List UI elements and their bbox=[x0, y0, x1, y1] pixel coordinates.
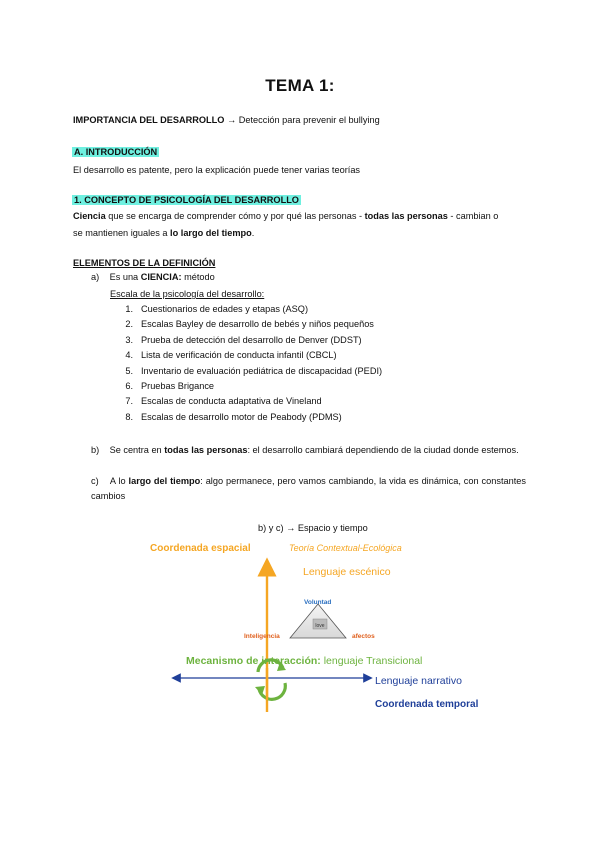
lenguaje-transicional: lenguaje Transicional bbox=[320, 655, 423, 667]
scale-item-text: Escalas de desarrollo motor de Peabody (PDMS) bbox=[141, 411, 342, 422]
lenguaje-escenico: Lenguaje escénico bbox=[303, 566, 391, 578]
scale-item-number: 3. bbox=[125, 334, 133, 345]
lenguaje-narrativo: Lenguaje narrativo bbox=[375, 675, 462, 687]
diagram-caption: b) y c) → Espacio y tiempo bbox=[258, 523, 368, 533]
scale-item-text: Inventario de evaluación pediátrica de discapacidad (PEDI) bbox=[141, 365, 383, 376]
item-b-todas: todas las personas bbox=[164, 445, 248, 455]
scale-item-text: Escalas de conducta adaptativa de Vineland bbox=[141, 396, 322, 407]
concepto-text-b: - cambian o bbox=[447, 211, 499, 221]
concepto-line2-c: . bbox=[251, 228, 255, 238]
item-b-letter: b) bbox=[91, 445, 100, 455]
scale-item-text: Escalas Bayley de desarrollo de bebés y niños pequeños bbox=[141, 319, 374, 330]
item-b-text3: : el desarrollo cambiará dependiendo de la ciudad donde estemos. bbox=[247, 445, 519, 455]
mecanismo-label: Mecanismo de interacción: bbox=[186, 655, 321, 667]
scale-item-number: 2. bbox=[125, 319, 133, 330]
item-c-text3: : algo permanece, pero vamos cambiando, la vida es dinámica, con constantes cambios bbox=[91, 476, 526, 501]
item-c-text1: A lo bbox=[109, 476, 129, 486]
concepto-line2-a: se mantienen iguales a bbox=[73, 228, 171, 238]
item-a-text3: método bbox=[181, 272, 215, 282]
scale-item-number: 7. bbox=[125, 396, 133, 407]
scale-item-number: 4. bbox=[125, 350, 133, 361]
love-label: love bbox=[315, 623, 325, 629]
teoria-label: Teoría Contextual-Ecológica bbox=[289, 543, 402, 553]
page-title: TEMA 1: bbox=[265, 76, 335, 95]
importancia-arrow: → bbox=[226, 115, 237, 125]
concepto-ciencia: Ciencia bbox=[73, 211, 106, 221]
mecanismo-line bbox=[186, 655, 422, 667]
scale-item-number: 8. bbox=[125, 411, 133, 422]
concepto-heading: 1. CONCEPTO DE PSICOLOGÍA DEL DESARROLLO bbox=[74, 195, 299, 205]
item-c-largo: largo del tiempo bbox=[128, 476, 201, 486]
importancia-label: IMPORTANCIA DEL DESARROLLO bbox=[73, 115, 225, 125]
importancia-text: Detección para prevenir el bullying bbox=[238, 115, 380, 125]
scale-item-text: Pruebas Brigance bbox=[141, 381, 215, 391]
item-b-text1: Se centra en bbox=[109, 445, 165, 455]
coordenada-espacial: Coordenada espacial bbox=[150, 543, 251, 554]
concepto-todas: todas las personas bbox=[364, 211, 448, 221]
scale-item-number: 5. bbox=[125, 365, 133, 376]
voluntad-label: Voluntad bbox=[304, 599, 332, 606]
scale-item-number: 1. bbox=[125, 304, 133, 314]
afectos-label: afectos bbox=[352, 633, 375, 640]
elementos-heading: ELEMENTOS DE LA DEFINICIÓN bbox=[73, 258, 216, 268]
item-c-letter: c) bbox=[91, 476, 99, 486]
intro-text: El desarrollo es patente, pero la explicación puede tener varias teorías bbox=[73, 165, 361, 175]
item-a-letter: a) bbox=[91, 272, 100, 282]
escala-heading: Escala de la psicología del desarrollo: bbox=[110, 289, 265, 299]
coordenada-temporal: Coordenada temporal bbox=[375, 699, 479, 710]
item-a-text1: Es una bbox=[109, 272, 141, 282]
intro-heading: A. INTRODUCCIÓN bbox=[74, 147, 158, 157]
inteligencia-label: Inteligencia bbox=[244, 633, 280, 640]
scale-item-number: 6. bbox=[125, 381, 133, 391]
concepto-text-a: que se encarga de comprender cómo y por qué las personas - bbox=[105, 211, 365, 221]
scale-item-text: Cuestionarios de edades y etapas (ASQ) bbox=[141, 304, 308, 314]
concepto-largo: lo largo del tiempo bbox=[170, 228, 252, 238]
item-a-ciencia: CIENCIA: bbox=[140, 272, 182, 282]
scale-item-text: Lista de verificación de conducta infantil (CBCL) bbox=[141, 350, 337, 361]
scale-item-text: Prueba de detección del desarrollo de Denver (DDST) bbox=[141, 334, 362, 345]
